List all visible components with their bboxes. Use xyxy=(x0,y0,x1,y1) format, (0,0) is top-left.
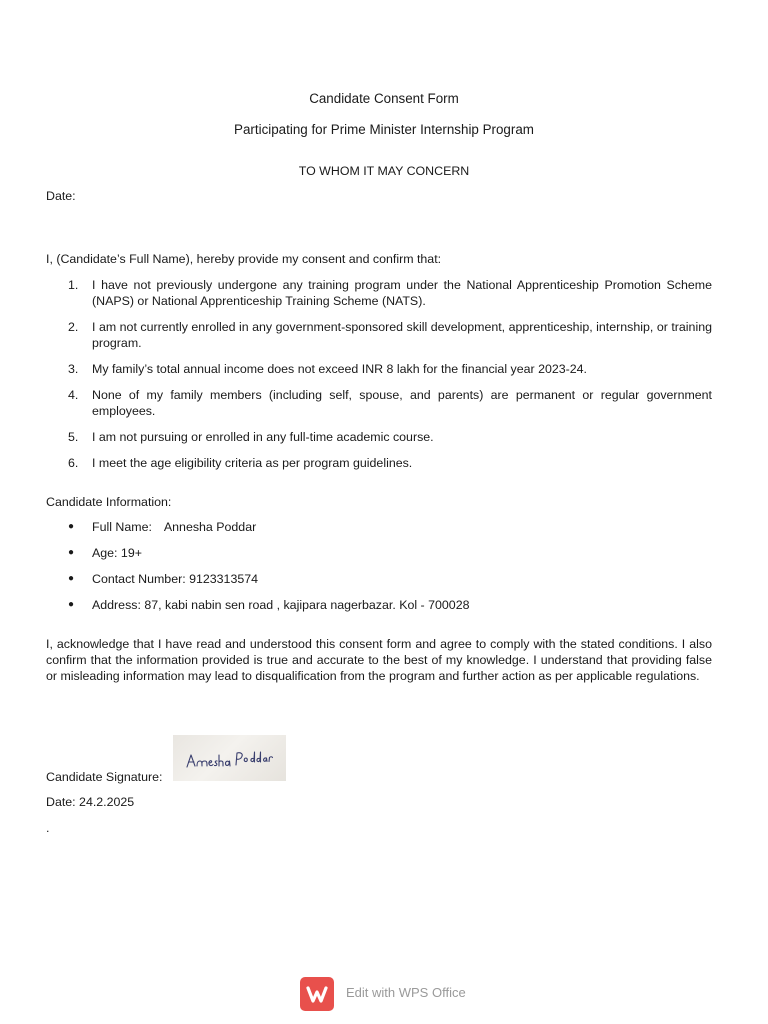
signature-label: Candidate Signature: xyxy=(46,770,163,784)
trailing-dot: . xyxy=(46,821,50,835)
form-subtitle: Participating for Prime Minister Internship Program xyxy=(234,122,534,137)
list-item: 2. I am not currently enrolled in any government-sponsored skill development, apprenticeship, internship, or training program. xyxy=(68,320,712,350)
signed-date: Date: 24.2.2025 xyxy=(46,795,135,809)
bullet-icon: ● xyxy=(68,573,75,584)
handwritten-signature-icon xyxy=(173,735,286,781)
candidate-info-heading: Candidate Information: xyxy=(46,495,172,509)
wps-office-logo-icon xyxy=(300,977,334,1011)
info-address: ● Address: 87, kabi nabin sen road , kajipara nagerbazar. Kol - 700028 xyxy=(68,598,470,612)
info-age: ● Age: 19+ xyxy=(68,546,142,560)
addressee-line: TO WHOM IT MAY CONCERN xyxy=(298,164,470,178)
form-title: Candidate Consent Form xyxy=(309,91,459,106)
info-full-name: ● Full Name: Annesha Poddar xyxy=(68,520,257,534)
list-item: 3. My family’s total annual income does not exceed INR 8 lakh for the financial year 2023-24. xyxy=(68,362,587,376)
acknowledgement-paragraph: I, acknowledge that I have read and understood this consent form and agree to comply with the stated conditions. I also confirm that the information provided is true and accurate to the best of my knowledge. I understand that providing false or misleading information may lead to disqualification from the program and further action as per applicable regulations. xyxy=(46,637,712,683)
candidate-info-list xyxy=(46,519,712,623)
list-item: 5. I am not pursuing or enrolled in any full-time academic course. xyxy=(68,430,434,444)
info-contact: ● Contact Number: 9123313574 xyxy=(68,572,259,586)
signature-image xyxy=(173,735,286,781)
bullet-icon: ● xyxy=(68,599,75,610)
full-name-value: Annesha Poddar xyxy=(163,520,257,534)
list-item: 1. I have not previously undergone any training program under the National Apprenticeship Promotion Scheme (NAPS) or National Apprenticeship Training Scheme (NATS). xyxy=(68,278,712,308)
wps-edit-link[interactable]: Edit with WPS Office xyxy=(346,985,466,1000)
consent-intro: I, (Candidate’s Full Name), hereby provide my consent and confirm that: xyxy=(46,252,442,266)
list-item: 4. None of my family members (including self, spouse, and parents) are permanent or regular government employees. xyxy=(68,388,712,418)
list-item: 6. I meet the age eligibility criteria as per program guidelines. xyxy=(68,456,413,470)
bullet-icon: ● xyxy=(68,521,75,532)
conditions-list xyxy=(46,277,712,481)
bullet-icon: ● xyxy=(68,547,75,558)
date-label: Date: xyxy=(46,189,76,203)
